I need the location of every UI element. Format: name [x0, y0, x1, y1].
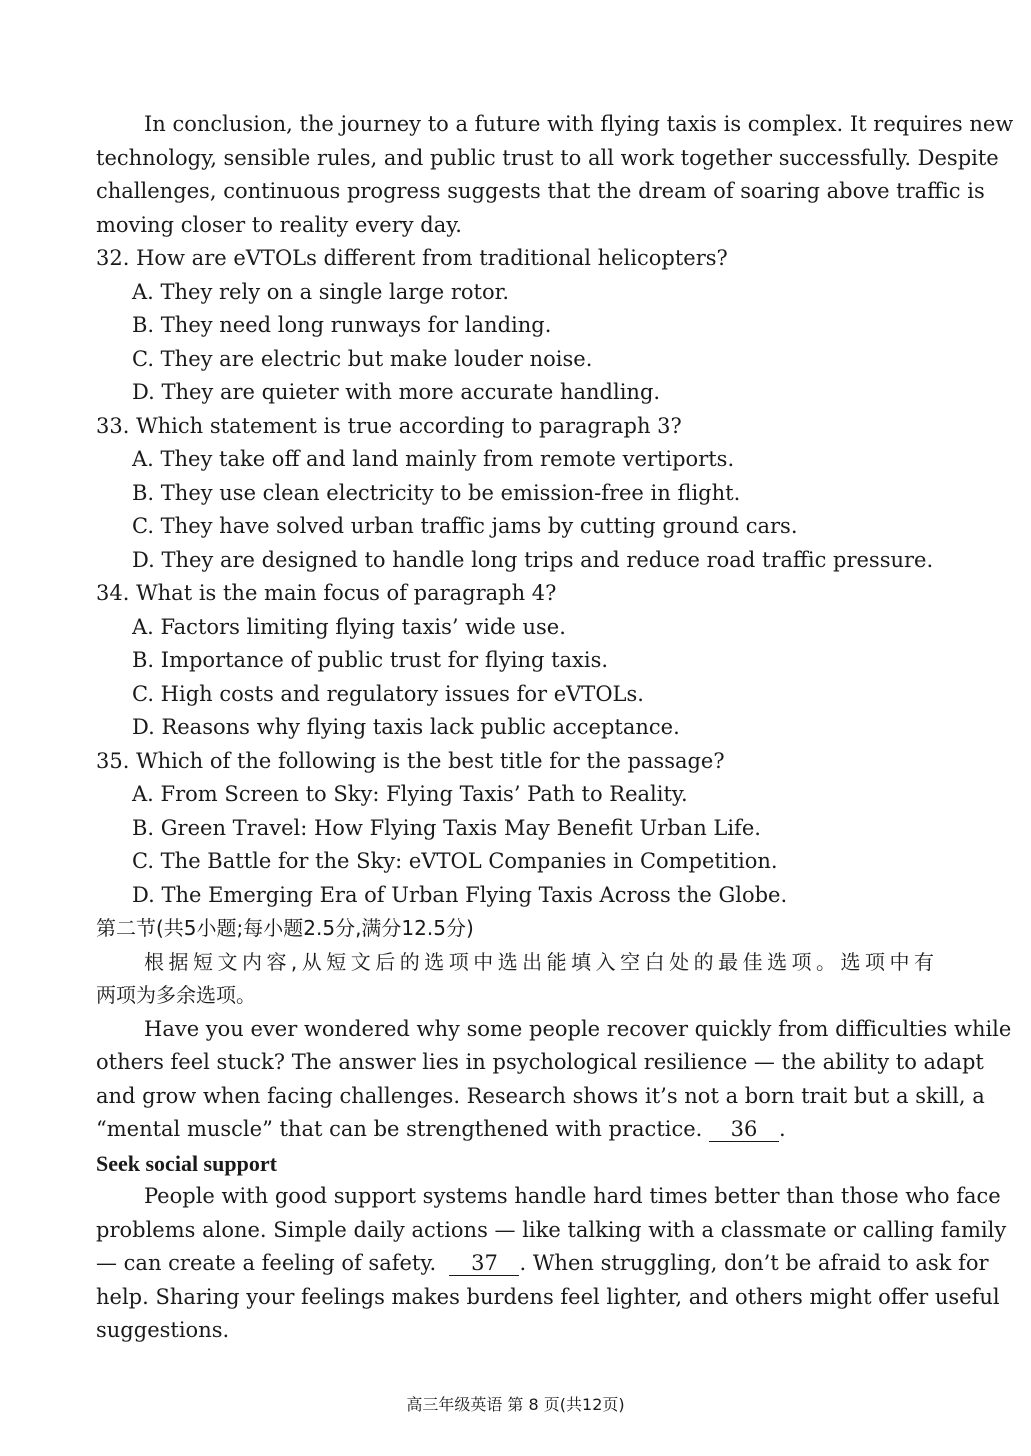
paragraph-line: People with good support systems handle hard times better than those who face: [144, 1184, 1001, 1208]
conclusion-paragraph: [96, 108, 1014, 242]
paragraph-line: [96, 1247, 989, 1281]
text-span: . When struggling, don’t be afraid to ask for: [519, 1251, 989, 1275]
option-d: D. They are quieter with more accurate handling.: [132, 380, 661, 404]
question-stem: 32. How are eVTOLs different from traditional helicopters?: [96, 246, 728, 270]
paragraph-line: moving closer to reality every day.: [96, 212, 462, 237]
paragraph-line: challenges, continuous progress suggests that the dream of soaring above traffic is: [96, 179, 985, 203]
paragraph-line: help. Sharing your feelings makes burdens feel lighter, and others might offer useful: [96, 1284, 1000, 1309]
question-stem: 33. Which statement is true according to paragraph 3?: [96, 413, 682, 438]
paragraph-line: In conclusion, the journey to a future with flying taxis is complex. It requires new: [144, 112, 1014, 136]
text-span: .: [779, 1117, 786, 1141]
section-instruction: 两项为多余选项。: [96, 983, 256, 1007]
question-34: [96, 577, 934, 745]
section-instruction: 根据短文内容,从短文后的选项中选出能填入空白处的最佳选项。选项中有: [144, 949, 934, 974]
passage-paragraph-2: [96, 1180, 1007, 1348]
paragraph-line: and grow when facing challenges. Research shows it’s not a born trait but a skill, a: [96, 1083, 985, 1108]
question-33: [96, 410, 934, 578]
passage-paragraph-1: [96, 1013, 1012, 1147]
option-d: D. The Emerging Era of Urban Flying Taxis Across the Globe.: [132, 882, 788, 907]
option-b: B. Green Travel: How Flying Taxis May Benefit Urban Life.: [132, 815, 761, 840]
option-c: C. The Battle for the Sky: eVTOL Companies in Competition.: [132, 849, 778, 873]
option-c: C. High costs and regulatory issues for eVTOLs.: [132, 681, 644, 706]
section-heading: 第二节(共5小题;每小题2.5分,满分12.5分): [96, 916, 474, 940]
page-footer: 高三年级英语 第 8 页(共12页): [406, 1395, 625, 1414]
option-b: B. They need long runways for landing.: [132, 313, 552, 337]
option-a: A. They rely on a single large rotor.: [132, 279, 510, 304]
paragraph-line: technology, sensible rules, and public trust to all work together successfully. Despite: [96, 145, 999, 170]
text-span: “mental muscle” that can be strengthened with practice.: [96, 1117, 703, 1141]
subheading: Seek social support: [96, 1150, 277, 1176]
text-span: — can create a feeling of safety.: [96, 1251, 437, 1275]
paragraph-line: [96, 1113, 934, 1147]
blank-37: 37: [449, 1251, 519, 1276]
option-b: B. Importance of public trust for flying taxis.: [132, 648, 609, 672]
paragraph-line: Have you ever wondered why some people recover quickly from difficulties while: [144, 1016, 1012, 1041]
question-32: [96, 242, 934, 410]
option-a: A. From Screen to Sky: Flying Taxis’ Path to Reality.: [132, 782, 688, 806]
paragraph-line: problems alone. Simple daily actions — like talking with a classmate or calling family: [96, 1217, 1007, 1242]
blank-36: 36: [709, 1117, 779, 1142]
option-d: D. Reasons why flying taxis lack public acceptance.: [132, 715, 680, 739]
text-span: [96, 1247, 519, 1281]
option-b: B. They use clean electricity to be emission-free in flight.: [132, 480, 741, 505]
option-a: A. They take off and land mainly from remote vertiports.: [132, 447, 735, 471]
question-stem: 34. What is the main focus of paragraph 4?: [96, 581, 557, 605]
option-d: D. They are designed to handle long trips and reduce road traffic pressure.: [132, 547, 934, 572]
option-a: A. Factors limiting flying taxis’ wide use.: [132, 614, 566, 639]
question-35: [96, 745, 934, 913]
option-c: C. They have solved urban traffic jams by cutting ground cars.: [132, 514, 798, 538]
paragraph-line: others feel stuck? The answer lies in psychological resilience — the ability to adapt: [96, 1050, 984, 1074]
question-stem: 35. Which of the following is the best title for the passage?: [96, 748, 725, 773]
option-c: C. They are electric but make louder noise.: [132, 346, 593, 371]
paragraph-line: suggestions.: [96, 1318, 230, 1342]
page-content: [96, 108, 1014, 1348]
